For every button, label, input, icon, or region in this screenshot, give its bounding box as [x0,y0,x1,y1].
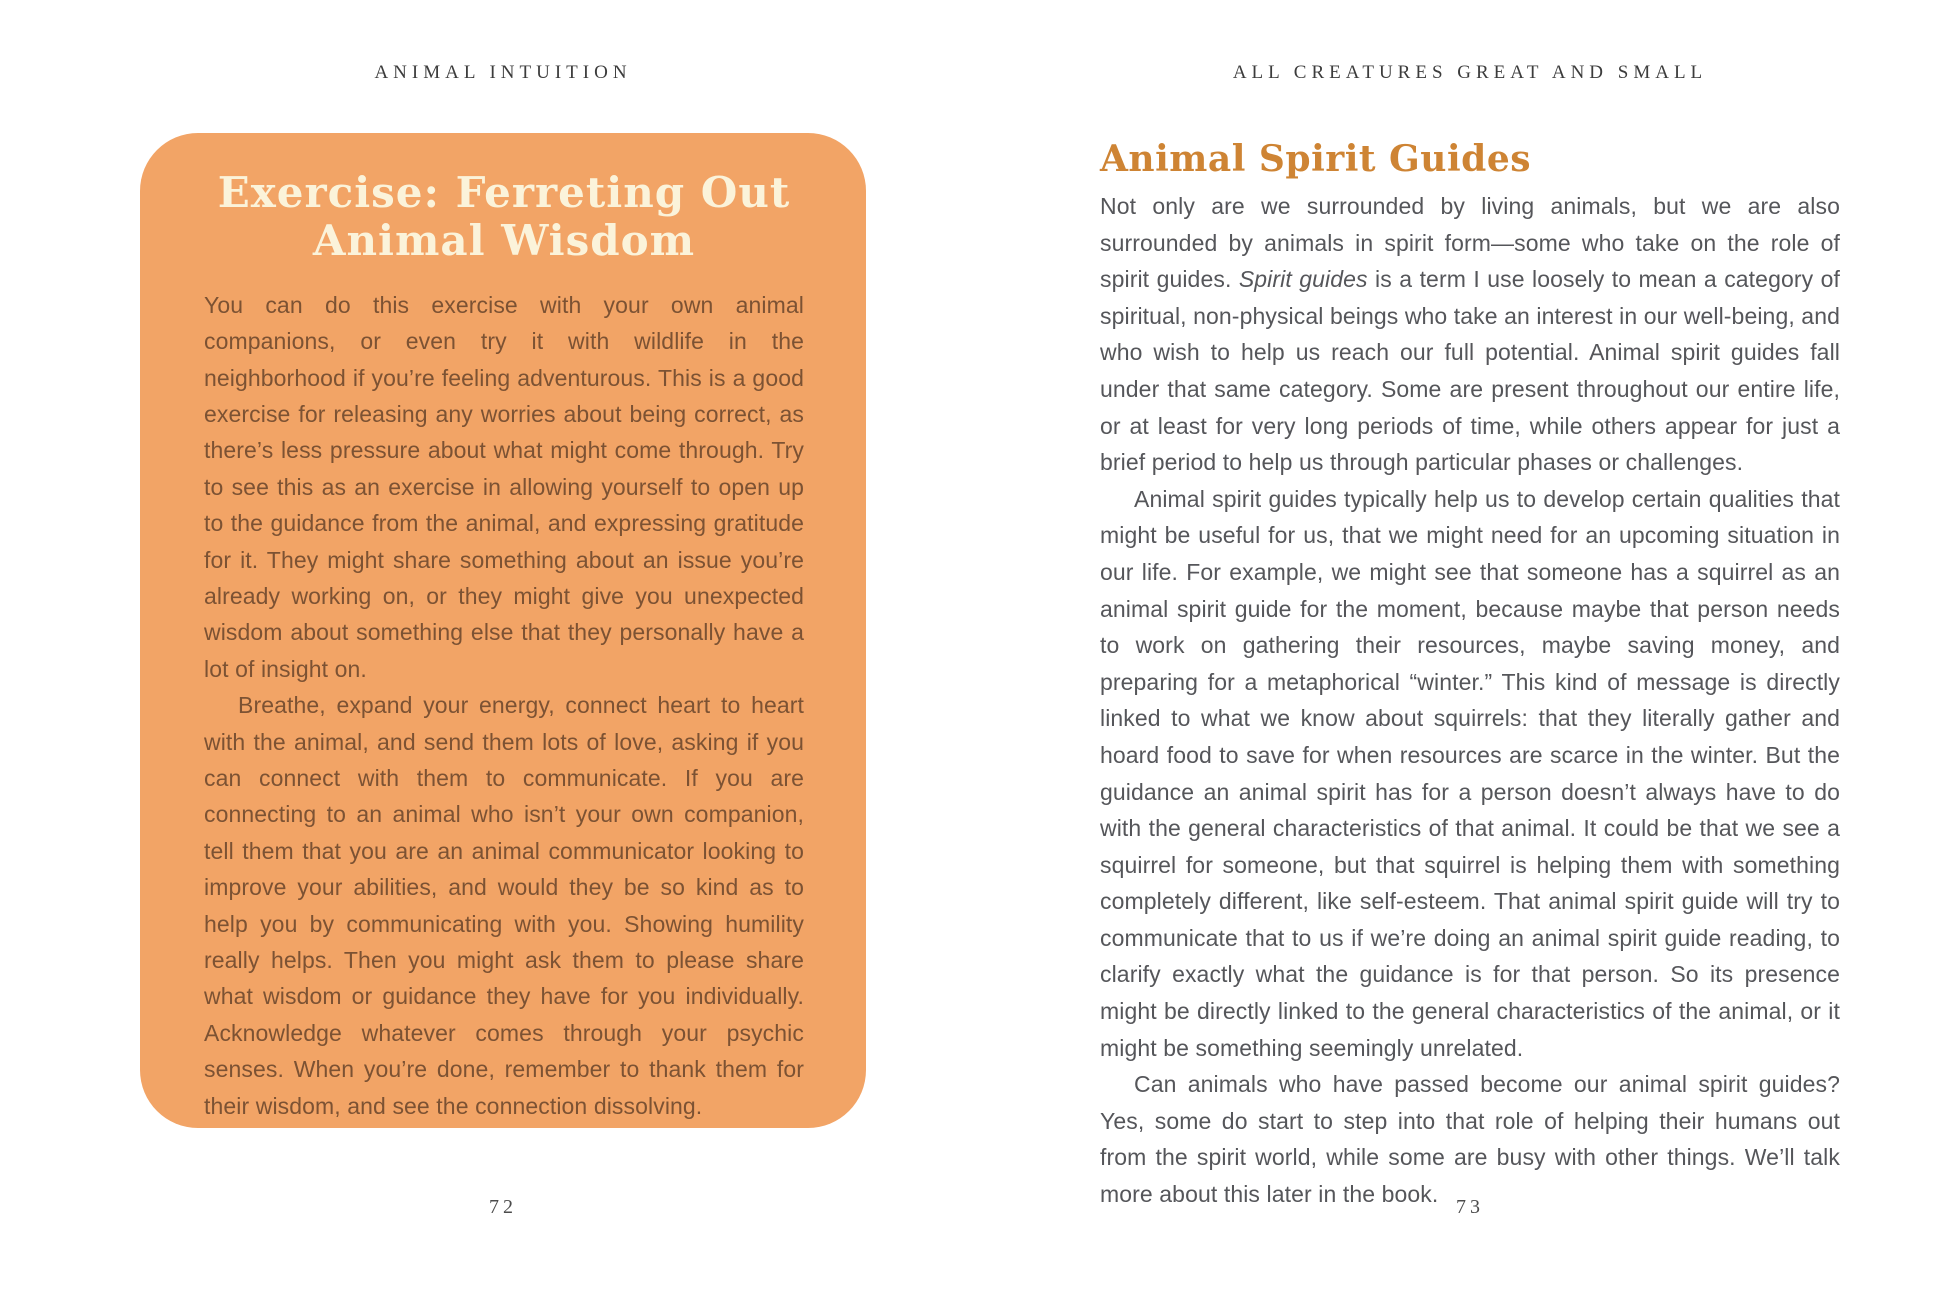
paragraph [204,287,804,687]
paragraph [204,687,804,1124]
section-heading: Animal Spirit Guides [1100,138,1531,180]
paragraph [1100,188,1840,481]
text-segment: is a term I use loosely to mean a category of spiritual, non-physical beings who take an interest in our well-being, and who wish to help us reach our full potential. Animal spirit guides fall under that same category. Some are present throughout our entire life, or at least for very long periods of time, while others appear for just a brief period to help us through particular phases or challenges. [1100,266,1840,476]
right-page [1100,0,1840,1310]
exercise-box-title-line-1: Exercise: Ferreting Out [217,168,791,217]
running-head-right: ALL CREATURES GREAT AND SMALL [1232,62,1708,83]
text-segment: You can do this exercise with your own animal companions, or even try it with wildlife in the neighborhood if you’re feeling adventurous. This is a good exercise for releasing any worries about being correct, as there’s less pressure about what might come through. Try to see this as an exercise in allowing yourself to open up to the guidance from the animal, and expressing gratitude for it. They might share something about an issue you’re already working on, or they might give you unexpected wisdom about something else that they personally have a lot of insight on. [204,291,804,682]
italic-term: Spirit guides [1238,266,1368,293]
page-number-left: 72 [489,1196,517,1218]
paragraph [1100,481,1840,1067]
exercise-box [140,133,866,1128]
text-segment: Can animals who have passed become our animal spirit guides? Yes, some do start to step into that role of helping their humans out from the spirit world, while some are busy with other things. We’ll talk more about this later in the book. [1100,1071,1840,1208]
paragraph [1100,1066,1840,1212]
page-number-right: 73 [1456,1196,1484,1218]
exercise-box-title [184,169,824,265]
text-segment: Animal spirit guides typically help us to develop certain qualities that might be useful for us, that we might need for an upcoming situation in our life. For example, we might see that someone has a squirrel as an animal spirit guide for the moment, because maybe that person needs to work on gathering their resources, maybe saving money, and preparing for a metaphorical “winter.” This kind of message is directly linked to what we know about squirrels: that they literally gather and hoard food to save for when resources are scarce in the winter. But the guidance an animal spirit has for a person doesn’t always have to do with the general characteristics of that animal. It could be that we see a squirrel for someone, but that squirrel is helping them with something completely different, like self-esteem. That animal spirit guide will try to communicate that to us if we’re doing an animal spirit guide reading, to clarify exactly what the guidance is for that person. So its presence might be directly linked to the general characteristics of the animal, or it might be something seemingly unrelated. [1100,485,1840,1061]
exercise-box-body [204,287,804,1124]
text-segment: Not only are we surrounded by living animals, but we are also surrounded by animals in spirit form—some who take on the role of spirit guides. [1100,193,1840,293]
text-segment: Breathe, expand your energy, connect heart to heart with the animal, and send them lots of love, asking if you can connect with them to communicate. If you are connecting to an animal who isn’t your own companion, tell them that you are an animal communicator looking to improve your abilities, and would they be so kind as to help you by communicating with you. Showing humility really helps. Then you might ask them to please share what wisdom or guidance they have for you individually. Acknowledge whatever comes through your psychic senses. When you’re done, remember to thank them for their wisdom, and see the connection dissolving. [204,692,804,1119]
exercise-box-title-line-2: Animal Wisdom [312,215,696,265]
running-head-left: ANIMAL INTUITION [374,62,632,83]
left-page [140,0,866,1310]
section-body [1100,188,1840,1213]
